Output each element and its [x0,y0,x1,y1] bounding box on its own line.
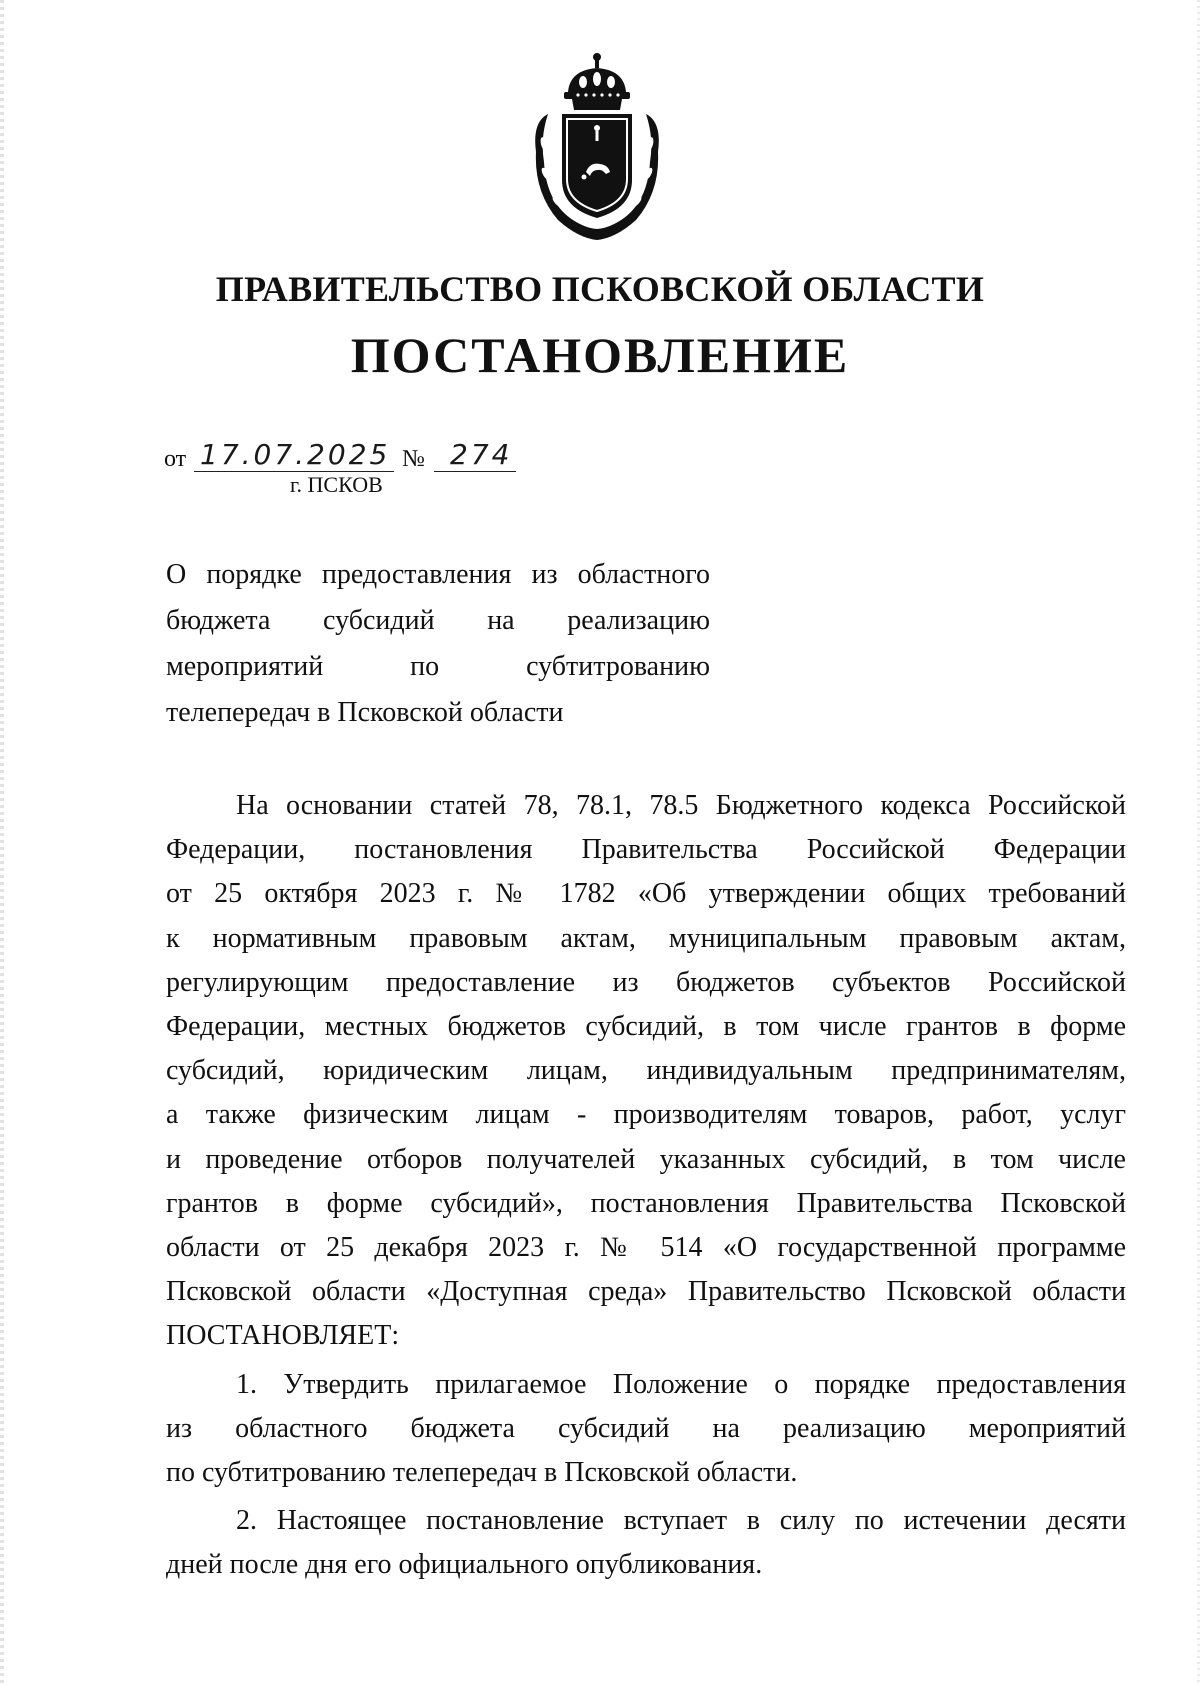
title-line: телепередач в Псковской области [166,697,564,728]
number-handwritten: 274 [434,440,516,472]
preamble-line: регулирующим предоставление из бюджетов субъектов Российской [166,966,1126,998]
organization-name: ПРАВИТЕЛЬСТВО ПСКОВСКОЙ ОБЛАСТИ [215,269,985,309]
document-title [166,552,710,736]
scan-edge-left [0,0,4,1686]
preamble-line: субсидий, юридическим лицам, индивидуальным предпринимателям, [166,1055,1126,1087]
item-1-line: из областного бюджета субсидий на реализацию мероприятий [166,1412,1126,1444]
pskov-region-coat-of-arms-icon [528,52,666,242]
preamble-line: области от 25 декабря 2023 г. № 514 «О государственной программе [166,1232,1126,1264]
title-line: О порядке предоставления из областного [166,559,710,590]
preamble-line: и проведение отборов получателей указанных субсидий, в том числе [166,1143,1126,1175]
city-label: г. ПСКОВ [290,472,383,497]
date-handwritten: 17.07.2025 [194,440,394,472]
title-line: бюджета субсидий на реализацию [166,605,710,636]
preamble-line: грантов в форме субсидий», постановления Правительства Псковской [166,1187,1126,1219]
date-label: от [164,446,187,472]
preamble-line: На основании статей 78, 78.1, 78.5 Бюджетного кодекса Российской [236,790,1126,821]
item-2-line: дней после дня его официального опубликования. [166,1549,763,1581]
item-1-line: 1. Утвердить прилагаемое Положение о порядке предоставления [236,1368,1126,1400]
document-body [166,784,1126,1588]
item-2-line: 2. Настоящее постановление вступает в силу по истечении десяти [236,1505,1126,1537]
item-1-line: по субтитрованию телепередач в Псковской области. [166,1457,798,1489]
preamble-line: Федерации, постановления Правительства Российской Федерации [166,834,1126,866]
resolves-line: ПОСТАНОВЛЯЕТ: [166,1320,400,1352]
number-label: № [402,446,425,472]
preamble-line: а также физическим лицам - производителям товаров, работ, услуг [166,1099,1126,1131]
title-line: мероприятий по субтитрованию [166,651,710,682]
preamble-line: от 25 октября 2023 г. № 1782 «Об утверждении общих требований [166,878,1126,910]
preamble-line: Федерации, местных бюджетов субсидий, в том числе грантов в форме [166,1011,1126,1043]
document-type: ПОСТАНОВЛЕНИЕ [350,327,850,383]
preamble-line: Псковской области «Доступная среда» Правительство Псковской области [166,1276,1126,1308]
preamble-line: к нормативным правовым актам, муниципальным правовым актам, [166,922,1126,954]
